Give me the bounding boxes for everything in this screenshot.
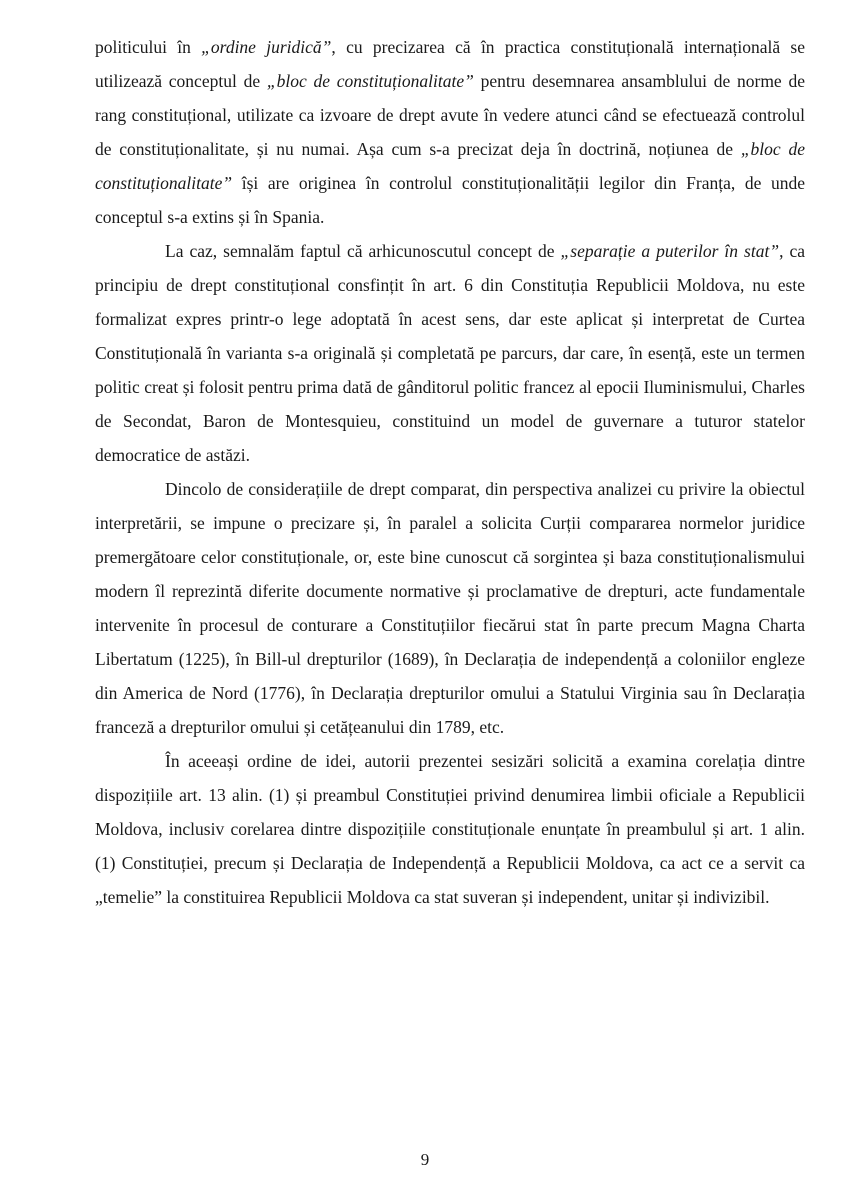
paragraph-text: , cu precizarea că în practica constituțională internațională se utilizează conceptul de bbox=[95, 37, 805, 91]
paragraph-text: își are originea în controlul constituționalității legilor din Franța, de unde conceptul s-a extins și în Spania. bbox=[95, 173, 805, 227]
paragraph bbox=[95, 234, 805, 472]
paragraph-text: Dincolo de considerațiile de drept comparat, din perspectiva analizei cu privire la obiectul interpretării, se impune o precizare și, în paralel a solicita Curții compararea normelor juridice premergătoare celor constituționale, or, este bine cunoscut că sorgintea și baza constituționalismului modern îl reprezintă diferite documente normative și proclamative de drepturi, acte fundamentale intervenite în procesul de conturare a Constituțiilor fiecărui stat în parte precum Magna Charta Libertatum (1225), în Bill-ul drepturilor (1689), în Declarația de independență a coloniilor engleze din America de Nord (1776), în Declarația drepturilor omului a Statului Virginia sau în Declarația franceză a drepturilor omului și cetățeanului din 1789, etc. bbox=[95, 479, 805, 737]
italic-term: „ordine juridică” bbox=[201, 37, 332, 57]
italic-term: „bloc de constituționalitate” bbox=[95, 139, 805, 193]
page-number: 9 bbox=[420, 1150, 430, 1169]
paragraph bbox=[95, 472, 805, 744]
paragraph-text: La caz, semnalăm faptul că arhicunoscutul concept de bbox=[165, 241, 561, 261]
paragraph-text: , ca principiu de drept constituțional consfințit în art. 6 din Constituția Republicii Moldova, nu este formalizat expres printr-o lege adoptată în acest sens, dar este aplicat și interpretat de Curtea Constituțională în varianta s-a originală și completată pe parcurs, dar care, în esență, este un termen politic creat și folosit pentru prima dată de gânditorul politic francez al epocii Iluminismului, Charles de Secondat, Baron de Montesquieu, constituind un model de guvernare a tuturor statelor democratice de astăzi. bbox=[95, 241, 805, 465]
paragraph-text: politicului în bbox=[95, 37, 202, 57]
paragraph bbox=[95, 30, 805, 234]
italic-term: „separație a puterilor în stat” bbox=[560, 241, 780, 261]
paragraph-text: În aceeași ordine de idei, autorii prezentei sesizări solicită a examina corelația dintre dispozițiile art. 13 alin. (1) și preambul Constituției privind denumirea limbii oficiale a Republicii Moldova, inclusiv corelarea dintre dispozițiile constituționale enunțate în preambulul și art. 1 alin. (1) Constituției, precum și Declarația de Independență a Republicii Moldova, ca act ce a servit ca „temelie” la constituirea Republicii Moldova ca stat suveran și independent, unitar și indivizibil. bbox=[95, 751, 805, 907]
document-body bbox=[95, 30, 805, 914]
paragraph-text: pentru desemnarea ansamblului de norme de rang constituțional, utilizate ca izvoare de drept avute în vedere atunci când se efectuează controlul de constituționalitate, și nu numai. Așa cum s-a precizat deja în doctrină, noțiunea de bbox=[95, 71, 805, 159]
paragraph bbox=[95, 744, 805, 914]
italic-term: „bloc de constituționalitate” bbox=[266, 71, 474, 91]
